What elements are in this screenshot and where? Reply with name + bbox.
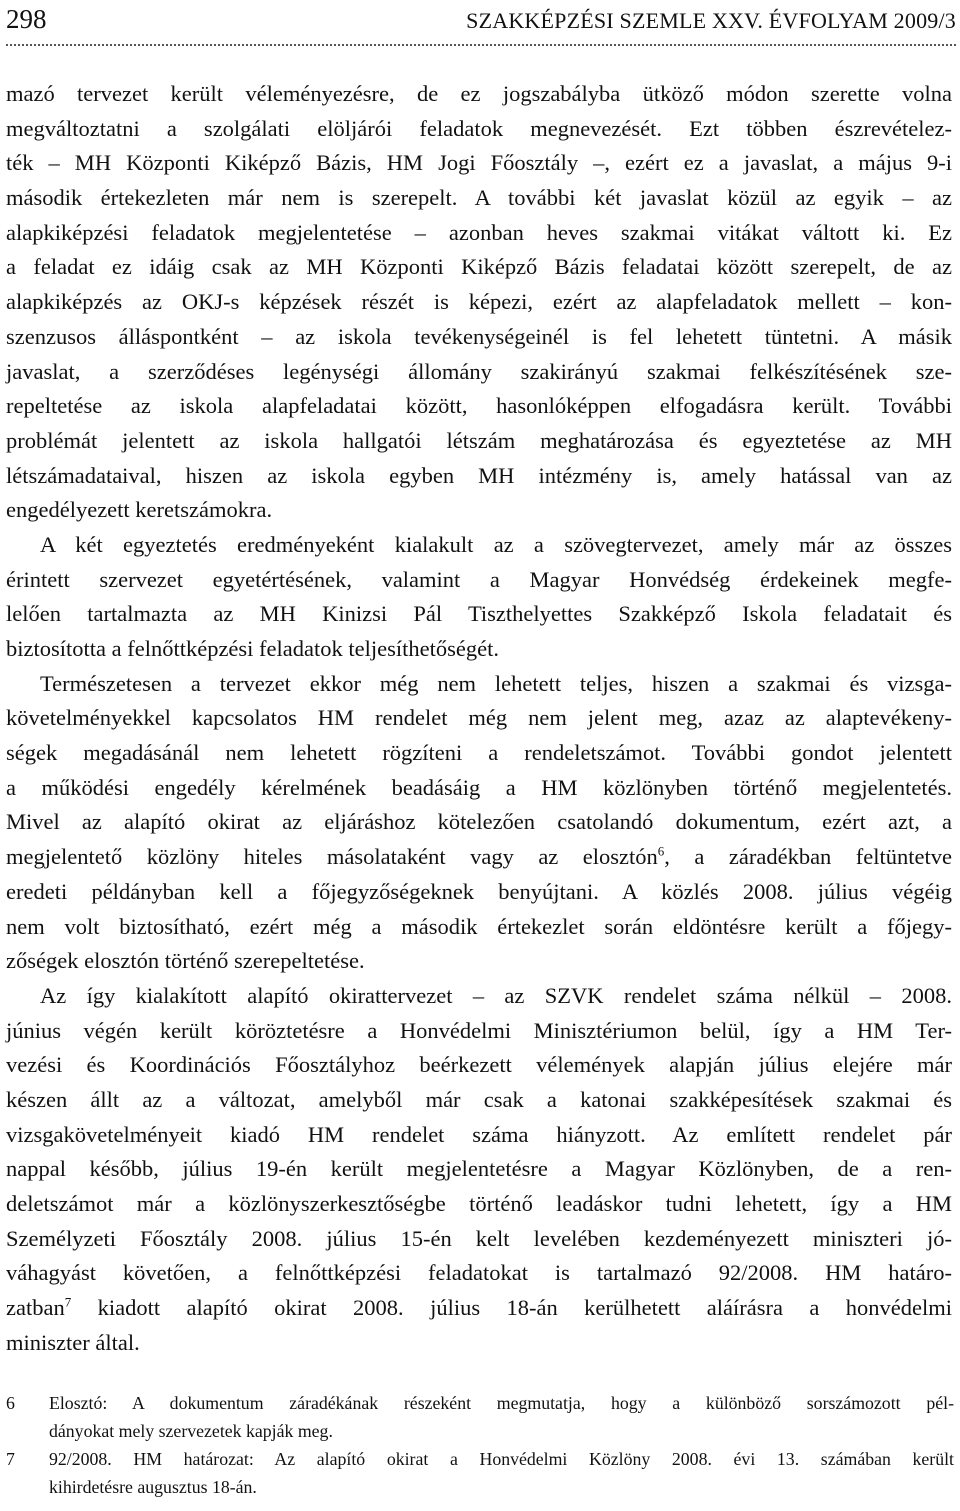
footnote-ref[interactable]: 6 — [657, 843, 665, 859]
text-run: vezési és Koordinációs Főosztályhoz beérkezett vélemények alapján július elejére már — [6, 1052, 952, 1078]
text-line — [6, 632, 952, 667]
text-line — [6, 528, 952, 563]
text-run: létszámadataival, hiszen az iskola egyben MH intézmény is, amely hatással van az — [6, 462, 952, 488]
text-run: a feladat ez idáig csak az MH Központi Kiképző Bázis feladatai között szerepelt, de az — [6, 254, 952, 280]
text-run: nappal később, július 19-én került megjelentetésre a Magyar Közlönyben, de a ren- — [6, 1156, 952, 1182]
footnote-text: kihirdetésre augusztus 18-án. — [49, 1477, 257, 1497]
text-line — [6, 597, 952, 632]
footnote-line — [6, 1417, 956, 1445]
text-run: megjelentető közlöny hiteles másolataként vagy az elosztón — [6, 844, 658, 870]
text-run: miniszter által. — [6, 1329, 140, 1355]
text-line — [6, 910, 952, 945]
text-run: Mivel az alapító okirat az eljáráshoz kötelezően csatolandó dokumentum, ezért azt, a — [6, 809, 952, 835]
running-title: SZAKKÉPZÉSI SZEMLE XXV. ÉVFOLYAM 2009/3 — [466, 8, 956, 33]
text-run: , a záradékban feltüntetve — [664, 844, 952, 870]
footnote-line — [6, 1445, 956, 1473]
text-line — [6, 181, 952, 216]
text-line — [6, 1222, 952, 1257]
text-line — [6, 216, 952, 251]
body-text — [6, 77, 952, 1360]
text-line — [6, 805, 952, 840]
footnote-number: 7 — [6, 1449, 15, 1469]
text-line — [6, 563, 952, 598]
text-run: Személyzeti Főosztály 2008. július 15-én kelt levelében kezdeményezett miniszteri jó- — [6, 1225, 952, 1251]
text-run: érintett szervezet egyetértésének, valamint a Magyar Honvédség érdekeinek megfe- — [6, 566, 952, 592]
text-line — [6, 146, 952, 181]
text-line — [6, 112, 952, 147]
text-run: ték – MH Központi Kiképző Bázis, HM Jogi Főosztály –, ezért ez a javaslat, a május 9-i — [6, 150, 952, 176]
text-run: ségek megadásánál nem lehetett rögzíteni a rendeletszámot. További gondot jelentett — [6, 740, 952, 766]
text-run: vizsgakövetelményeit kiadó HM rendelet száma hiányzott. Az említett rendelet pár — [6, 1121, 952, 1147]
text-line — [6, 1014, 952, 1049]
text-run: második értekezleten már nem is szerepelt. A további két javaslat közül az egyik – az — [6, 185, 952, 211]
text-line — [6, 389, 952, 424]
text-run: zatban — [6, 1295, 65, 1321]
text-line — [6, 1326, 952, 1361]
text-run: eredeti példányban kell a főjegyzőségeknek benyújtani. A közlés 2008. július végéig — [6, 878, 952, 904]
footnote-text: 92/2008. HM határozat: Az alapító okirat a Honvédelmi Közlöny 2008. évi 13. számában került — [49, 1449, 954, 1469]
footnote-text: dányokat mely szervezetek kapják meg. — [49, 1421, 333, 1441]
text-run: alapkiképzési feladatok megjelentetése – azonban heves szakmai vitákat váltott ki. Ez — [6, 219, 952, 245]
text-run: deletszámot már a közlönyszerkesztőségbe történő leadáskor tudni lehetett, így a HM — [6, 1191, 952, 1216]
footnotes — [6, 1389, 956, 1501]
footnote-number: 6 — [6, 1393, 15, 1413]
page-header — [6, 2, 956, 46]
text-line — [6, 355, 952, 390]
text-run: problémát jelentett az iskola hallgatói létszám meghatározása és egyeztetése az MH — [6, 427, 952, 453]
text-run: készen állt az a változat, amelyből már csak a katonai szakképesítések szakmai és — [6, 1086, 952, 1112]
text-run: mazó tervezet került véleményezésre, de ez jogszabályba ütköző módon szerette volna — [6, 81, 952, 106]
text-line — [6, 424, 952, 459]
text-run: javaslat, a szerződéses legénységi állomány szakirányú szakmai felkészítésének sze- — [6, 358, 952, 384]
header-divider — [6, 44, 956, 46]
text-line — [6, 736, 952, 771]
text-run: engedélyezett keretszámokra. — [6, 497, 273, 523]
text-line — [6, 1048, 952, 1083]
text-run: szenzusos álláspontként – az iskola tevékenységeinél is fel lehetett tüntetni. A másik — [6, 323, 952, 349]
text-line — [6, 771, 952, 806]
page-number: 298 — [6, 4, 47, 34]
text-line — [6, 1083, 952, 1118]
text-run: zőségek elosztón történő szerepeltetése. — [6, 948, 365, 974]
text-run: A két egyeztetés eredményeként kialakult az a szövegtervezet, amely már az összes — [40, 531, 952, 557]
text-run: váhagyást követően, a felnőttképzési feladatokat is tartalmazó 92/2008. HM határo- — [6, 1260, 952, 1286]
text-line — [6, 250, 952, 285]
text-run: követelményekkel kapcsolatos HM rendelet még nem jelent meg, azaz az alaptevékeny- — [6, 705, 952, 731]
text-line — [6, 701, 952, 736]
text-run: megváltoztatni a szolgálati elöljárói feladatok megnevezését. Ezt többen észrevételez- — [6, 115, 952, 141]
text-line — [6, 1118, 952, 1153]
text-line — [6, 944, 952, 979]
text-run: nem volt biztosítható, ezért még a második értekezlet során eldöntésre került a főjegy- — [6, 913, 952, 939]
text-run: alapkiképzés az OKJ-s képzések részét is képezi, ezért az alapfeladatok mellett – kon- — [6, 289, 952, 315]
text-run: a működési engedély kérelmének beadásáig a HM közlönyben történő megjelentetés. — [6, 774, 952, 800]
footnote-line — [6, 1389, 956, 1417]
footnote-ref[interactable]: 7 — [64, 1294, 72, 1310]
text-line — [6, 459, 952, 494]
text-line — [6, 1187, 952, 1222]
text-run: repeltetése az iskola alapfeladatai között, hasonlóképpen elfogadásra került. További — [6, 393, 952, 419]
text-line — [6, 320, 952, 355]
text-run: június végén került köröztetésre a Honvédelmi Minisztériumon belül, így a HM Ter- — [6, 1017, 952, 1043]
text-line — [6, 667, 952, 702]
text-line — [6, 493, 952, 528]
footnote-text: Elosztó: A dokumentum záradékának részeként megmutatja, hogy a különböző sorszámozott pél- — [49, 1393, 954, 1413]
text-line — [6, 285, 952, 320]
text-run: Az így kialakított alapító okirattervezet – az SZVK rendelet száma nélkül – 2008. — [40, 982, 952, 1008]
text-line — [6, 875, 952, 910]
text-line — [6, 77, 952, 112]
text-line — [6, 1152, 952, 1187]
text-run: lelően tartalmazta az MH Kinizsi Pál Tiszthelyettes Szakképző Iskola feladatait és — [6, 601, 952, 627]
text-line — [6, 1256, 952, 1291]
text-run: kiadott alapító okirat 2008. július 18-án kerülhetett aláírásra a honvédelmi — [71, 1295, 952, 1321]
text-line — [6, 979, 952, 1014]
text-run: Természetesen a tervezet ekkor még nem lehetett teljes, hiszen a szakmai és vizsga- — [40, 670, 952, 696]
text-run: biztosította a felnőttképzési feladatok teljesíthetőségét. — [6, 636, 499, 661]
footnote-line — [6, 1473, 956, 1501]
text-line — [6, 1291, 952, 1326]
text-line — [6, 840, 952, 875]
